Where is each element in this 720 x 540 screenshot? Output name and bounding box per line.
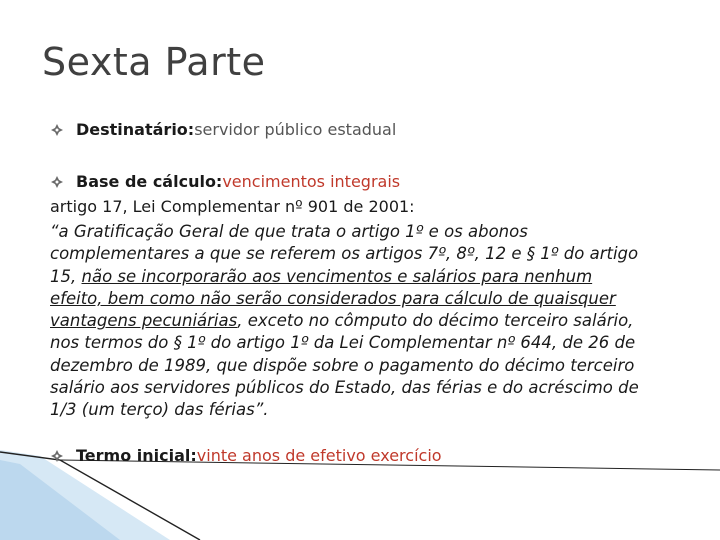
bullet-value: vencimentos integrais	[222, 172, 401, 191]
quote-text: , exceto no cômputo do décimo terceiro salário,	[237, 311, 634, 331]
diamond-bullet-icon	[50, 449, 64, 463]
quote-line: “a Gratificação Geral de que trata o artigo 1º e os abonos	[50, 222, 528, 241]
diamond-bullet-icon	[50, 175, 64, 189]
quote-line: 1/3 (um terço) das férias”.	[50, 400, 269, 420]
quote-line	[50, 310, 680, 332]
bullet-value: vinte anos de efetivo exercício	[196, 446, 442, 465]
slide-title: Sexta Parte	[42, 40, 266, 84]
quote-line: complementares a que se referem os artigos 7º, 8º, 12 e § 1º do artigo	[50, 244, 639, 264]
bullet-label: Termo inicial:	[76, 446, 197, 465]
diamond-bullet-icon	[50, 123, 64, 137]
quote-line: dezembro de 1989, que dispõe sobre o pagamento do décimo terceiro	[50, 355, 635, 375]
quote-line	[50, 266, 680, 288]
bullet-value: servidor público estadual	[194, 120, 397, 139]
quote-text: 15,	[50, 266, 82, 286]
bullet-label: Base de cálculo:	[76, 172, 223, 191]
law-reference: artigo 17, Lei Complementar nº 901 de 2001:	[50, 197, 415, 216]
quote-underlined-line: efeito, bem como não serão considerados para cálculo de quaisquer	[50, 288, 616, 308]
bullet-base-calculo	[50, 172, 400, 191]
bullet-termo-inicial	[50, 446, 442, 465]
quote-line: salário aos servidores públicos do Estado, das férias e do acréscimo de	[50, 378, 639, 398]
quote-line: nos termos do § 1º do artigo 1º da Lei Complementar nº 644, de 26 de	[50, 333, 636, 353]
bullet-label: Destinatário:	[76, 120, 195, 139]
quote-underlined-text: não se incorporarão aos vencimentos e salários para nenhum	[81, 266, 593, 286]
bullet-destinatario	[50, 120, 396, 139]
law-quote	[50, 221, 680, 422]
quote-underlined-text: vantagens pecuniárias	[50, 311, 238, 331]
